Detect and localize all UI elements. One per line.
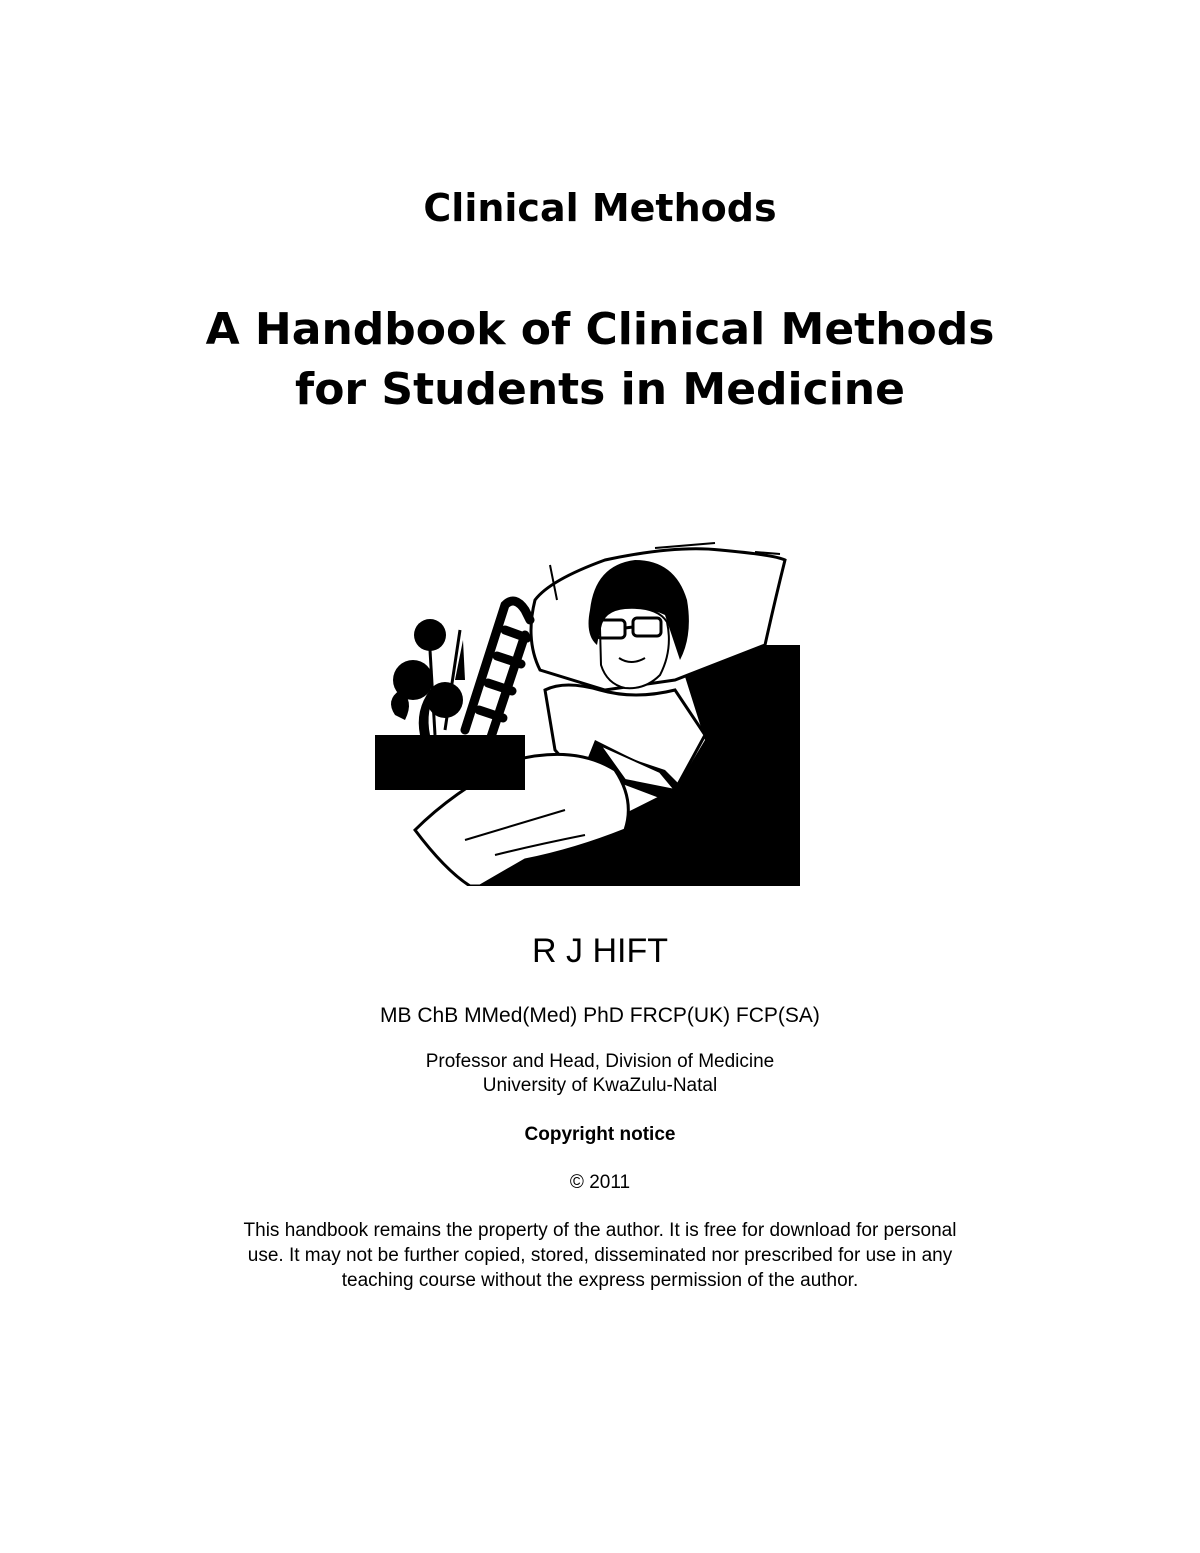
- book-title: Clinical Methods: [423, 186, 777, 230]
- author-name: R J HIFT: [532, 932, 668, 970]
- copyright-notice: [180, 1218, 1020, 1293]
- patient-in-bed-illustration: [375, 540, 800, 886]
- author-degrees: MB ChB MMed(Med) PhD FRCP(UK) FCP(SA): [380, 1004, 820, 1027]
- notice-line-1: This handbook remains the property of the author. It is free for download for personal: [243, 1220, 957, 1241]
- book-subtitle: [0, 300, 1200, 420]
- copyright-heading: Copyright notice: [524, 1124, 676, 1145]
- subtitle-line-1: A Handbook of Clinical Methods: [205, 304, 995, 355]
- author-institution: University of KwaZulu-Natal: [482, 1075, 718, 1096]
- author-affiliation: [0, 1050, 1200, 1098]
- notice-line-3: teaching course without the express permission of the author.: [341, 1270, 859, 1291]
- copyright-year: © 2011: [569, 1172, 631, 1193]
- subtitle-line-2: for Students in Medicine: [295, 364, 905, 415]
- author-position: Professor and Head, Division of Medicine: [425, 1051, 775, 1072]
- notice-line-2: use. It may not be further copied, stored, disseminated nor prescribed for use in any: [247, 1245, 953, 1266]
